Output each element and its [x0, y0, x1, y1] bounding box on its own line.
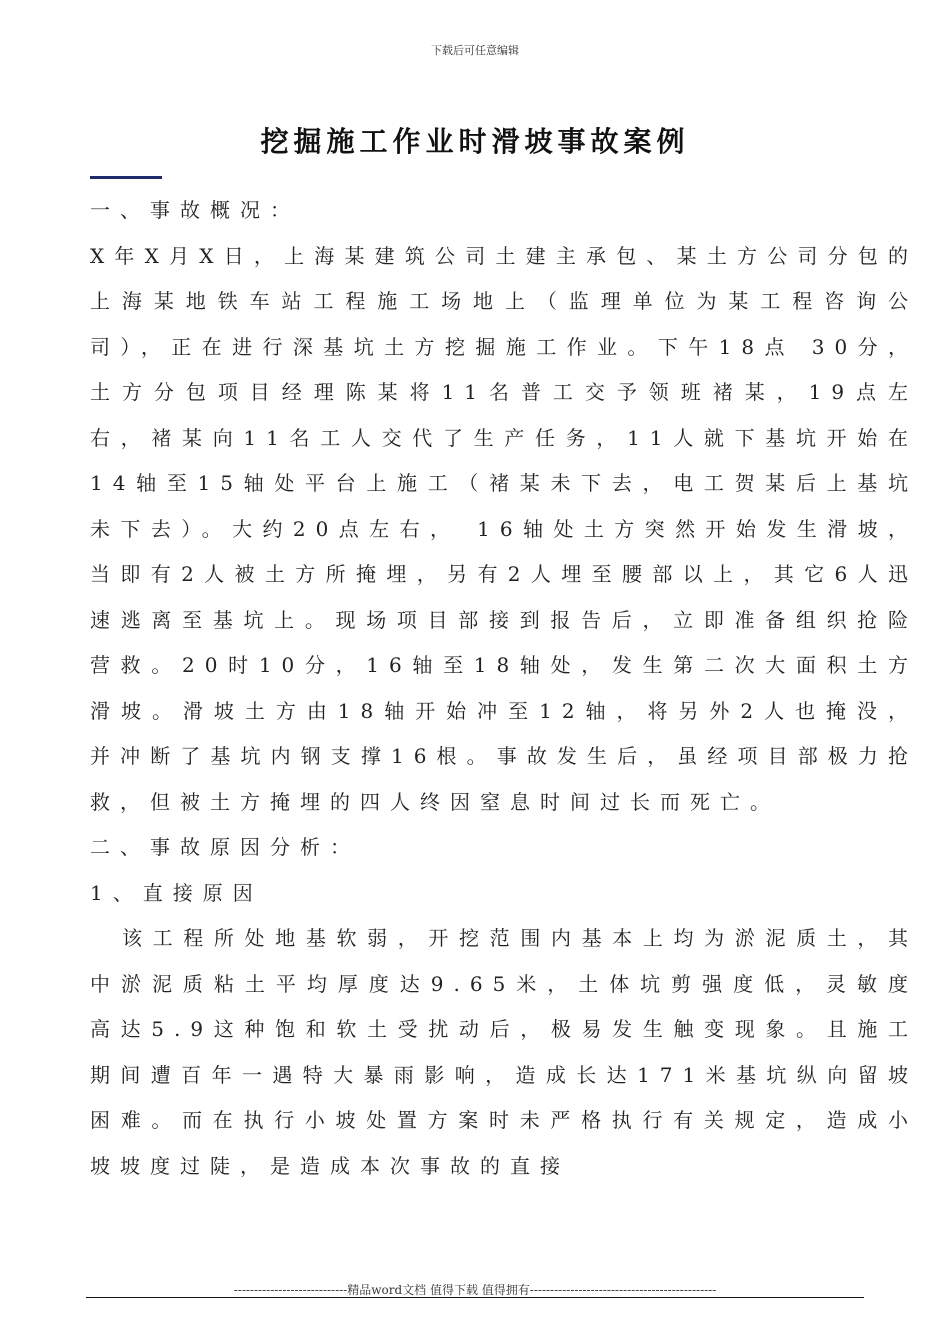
- title-underline: [90, 176, 162, 179]
- subsection-heading-direct-cause: 1、直接原因: [90, 880, 263, 905]
- overview-paragraph: X年X月X日，上海某建筑公司土建主承包、某土方公司分包的上海某地铁车站工程施工场地上（监理单位为某工程咨询公司），正在进行深基坑土方挖掘施工作业。下午18点 30分，土方分包项目经理陈某将11名普工交予领班褚某，19点左右，褚某向11名工人交代了生产任务，11人就下基坑开始在14轴至15轴处平台上施工（褚某未下去，电工贺某后上基坑未下去）。大约20点左右， 16轴处土方突然开始发生滑坡，当即有2人被土方所掩埋，另有2人埋至腰部以上，其它6人迅速逃离至基坑上。现场项目部接到报告后，立即准备组织抢险营救。20时10分，16轴至18轴处，发生第二次大面积土方滑坡。滑坡土方由18轴开始冲至12轴，将另外2人也掩没，并冲断了基坑内钢支撑16根。事故发生后，虽经项目部极力抢救，但被土方掩埋的四人终因窒息时间过长而死亡。: [90, 243, 918, 814]
- footer-rule: [86, 1297, 864, 1298]
- document-body: [90, 188, 918, 1189]
- document-title: 挖掘施工作业时滑坡事故案例: [260, 125, 690, 158]
- direct-cause-paragraph: 该工程所处地基软弱，开挖范围内基本上均为淤泥质土，其中淤泥质粘土平均厚度达9.65米，土体坑剪强度低，灵敏度高达5.9这种饱和软土受扰动后，极易发生触变现象。且施工期间遭百年一遇特大暴雨影响，造成长达171米基坑纵向留坡困难。而在执行小坡处置方案时未严格执行有关规定，造成小坡坡度过陡，是造成本次事故的直接: [90, 926, 918, 1178]
- section-heading-overview: 一、事故概况：: [90, 198, 300, 222]
- footer-slogan: ----------------------------精品word文档 值得下载 值得拥有----------------------------------------------: [233, 1283, 717, 1297]
- header-note: 下载后可任意编辑: [431, 44, 519, 57]
- section-heading-cause-analysis: 二、事故原因分析：: [90, 835, 360, 859]
